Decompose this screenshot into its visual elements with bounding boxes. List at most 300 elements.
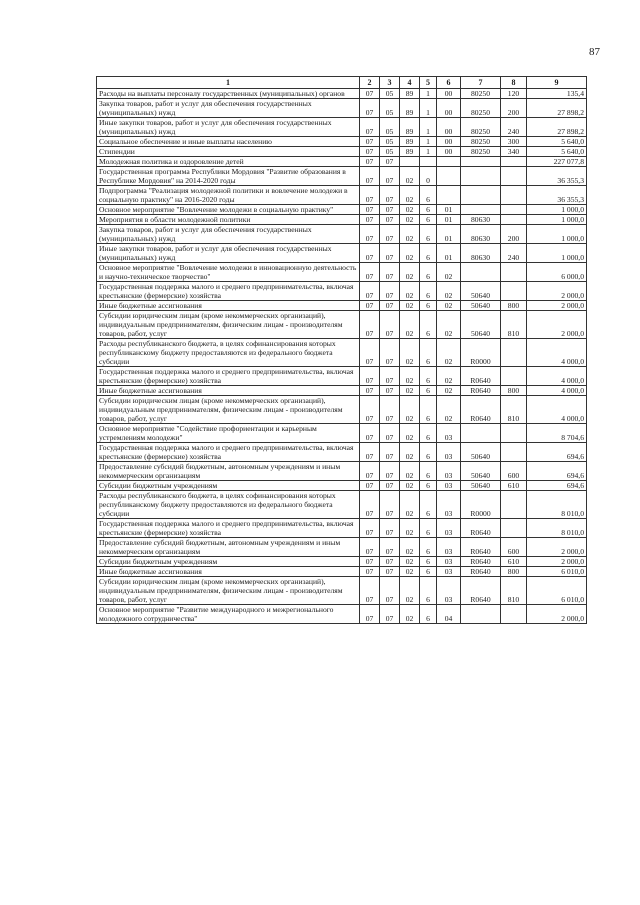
event-code-cell: 00 [437,99,461,118]
direction-code-cell: R0000 [461,339,501,367]
row-name-cell: Основное мероприятие "Содействие профориентации и карьерным устремлениям молодежи" [97,424,360,443]
table-row [97,605,587,624]
amount-cell: 6 010,0 [527,577,587,605]
subsection-code-cell: 07 [380,519,400,538]
page-number: 87 [589,46,600,58]
section-code-cell: 07 [360,205,380,215]
program-code-cell: 02 [400,367,420,386]
amount-cell: 227 077,8 [527,157,587,167]
event-code-cell: 03 [437,519,461,538]
program-code-cell: 02 [400,462,420,481]
amount-cell: 36 355,3 [527,186,587,205]
program-code-cell: 02 [400,186,420,205]
direction-code-cell: 80630 [461,225,501,244]
expense-type-code-cell [501,263,527,282]
row-name-cell: Иные бюджетные ассигнования [97,386,360,396]
expense-type-code-cell: 240 [501,118,527,137]
event-code-cell: 01 [437,244,461,263]
row-name-cell: Расходы республиканского бюджета, в целях софинансирования которых республиканскому бюджету предоставляются из федерального бюджета субсидии [97,339,360,367]
program-code-cell: 02 [400,491,420,519]
expense-type-code-cell [501,157,527,167]
amount-cell: 36 355,3 [527,167,587,186]
subprogram-code-cell: 6 [420,577,437,605]
subsection-code-cell: 07 [380,205,400,215]
event-code-cell: 00 [437,118,461,137]
expense-type-code-cell: 610 [501,481,527,491]
subsection-code-cell: 07 [380,339,400,367]
subsection-code-cell: 05 [380,118,400,137]
expense-type-code-cell: 120 [501,89,527,99]
event-code-cell: 03 [437,557,461,567]
amount-cell: 135,4 [527,89,587,99]
row-name-cell: Расходы на выплаты персоналу государственных (муниципальных) органов [97,89,360,99]
expense-type-code-cell: 810 [501,311,527,339]
direction-code-cell: 80630 [461,244,501,263]
expense-type-code-cell [501,186,527,205]
table-row [97,538,587,557]
subprogram-code-cell [420,157,437,167]
amount-cell: 5 640,0 [527,147,587,157]
expense-type-code-cell [501,367,527,386]
amount-cell: 2 000,0 [527,311,587,339]
row-name-cell: Мероприятия в области молодежной политики [97,215,360,225]
table-row [97,386,587,396]
event-code-cell [437,167,461,186]
row-name-cell: Молодежная политика и оздоровление детей [97,157,360,167]
program-code-cell: 02 [400,339,420,367]
expense-type-code-cell [501,491,527,519]
event-code-cell: 03 [437,443,461,462]
event-code-cell: 02 [437,263,461,282]
program-code-cell: 02 [400,167,420,186]
subprogram-code-cell: 6 [420,205,437,215]
direction-code-cell [461,167,501,186]
program-code-cell: 02 [400,225,420,244]
table-row [97,396,587,424]
event-code-cell: 02 [437,282,461,301]
subprogram-code-cell: 6 [420,462,437,481]
direction-code-cell: 80250 [461,137,501,147]
subsection-code-cell: 07 [380,481,400,491]
row-name-cell: Предоставление субсидий бюджетным, автономным учреждениям и иным некоммерческим организациям [97,538,360,557]
expense-type-code-cell: 800 [501,386,527,396]
expense-type-code-cell: 610 [501,557,527,567]
row-name-cell: Основное мероприятие "Развитие международного и межрегионального молодежного сотрудничества" [97,605,360,624]
row-name-cell: Иные закупки товаров, работ и услуг для обеспечения государственных (муниципальных) нужд [97,118,360,137]
section-code-cell: 07 [360,89,380,99]
direction-code-cell [461,205,501,215]
direction-code-cell: R0000 [461,491,501,519]
subsection-code-cell: 07 [380,301,400,311]
subprogram-code-cell: 6 [420,386,437,396]
header-cell: 1 [97,77,360,89]
subprogram-code-cell: 6 [420,538,437,557]
event-code-cell: 03 [437,462,461,481]
subsection-code-cell: 07 [380,557,400,567]
subsection-code-cell: 07 [380,282,400,301]
section-code-cell: 07 [360,424,380,443]
row-name-cell: Иные бюджетные ассигнования [97,567,360,577]
program-code-cell: 89 [400,137,420,147]
row-name-cell: Иные бюджетные ассигнования [97,301,360,311]
subprogram-code-cell: 6 [420,311,437,339]
expense-type-code-cell: 800 [501,567,527,577]
amount-cell: 2 000,0 [527,301,587,311]
program-code-cell: 02 [400,244,420,263]
table-row [97,186,587,205]
direction-code-cell: 80250 [461,99,501,118]
program-code-cell: 89 [400,118,420,137]
table-row [97,443,587,462]
section-code-cell: 07 [360,491,380,519]
subsection-code-cell: 07 [380,605,400,624]
section-code-cell: 07 [360,396,380,424]
amount-cell: 694,6 [527,443,587,462]
event-code-cell: 03 [437,424,461,443]
section-code-cell: 07 [360,137,380,147]
subsection-code-cell: 07 [380,367,400,386]
event-code-cell [437,157,461,167]
event-code-cell: 01 [437,225,461,244]
section-code-cell: 07 [360,147,380,157]
direction-code-cell: R0640 [461,557,501,567]
program-code-cell [400,157,420,167]
row-name-cell: Государственная поддержка малого и среднего предпринимательства, включая крестьянские (фермерские) хозяйства [97,519,360,538]
direction-code-cell: 50640 [461,301,501,311]
program-code-cell: 02 [400,205,420,215]
direction-code-cell [461,424,501,443]
event-code-cell: 00 [437,89,461,99]
amount-cell: 1 000,0 [527,215,587,225]
table-row [97,301,587,311]
direction-code-cell: 50640 [461,462,501,481]
direction-code-cell: R0640 [461,519,501,538]
event-code-cell: 02 [437,367,461,386]
subsection-code-cell: 07 [380,462,400,481]
subprogram-code-cell: 6 [420,263,437,282]
section-code-cell: 07 [360,263,380,282]
amount-cell: 5 640,0 [527,137,587,147]
table-row [97,557,587,567]
amount-cell: 8 704,6 [527,424,587,443]
event-code-cell: 02 [437,339,461,367]
table-row [97,424,587,443]
section-code-cell: 07 [360,605,380,624]
table-row [97,519,587,538]
row-name-cell: Социальное обеспечение и иные выплаты населению [97,137,360,147]
table-row [97,118,587,137]
row-name-cell: Субсидии юридическим лицам (кроме некоммерческих организаций), индивидуальным предпринимателям, физическим лицам - производителям товаров, работ, услуг [97,311,360,339]
subprogram-code-cell: 1 [420,147,437,157]
direction-code-cell: 50640 [461,311,501,339]
program-code-cell: 02 [400,396,420,424]
table-row [97,244,587,263]
subsection-code-cell: 07 [380,167,400,186]
section-code-cell: 07 [360,301,380,311]
direction-code-cell: R0640 [461,386,501,396]
section-code-cell: 07 [360,538,380,557]
subsection-code-cell: 07 [380,157,400,167]
subsection-code-cell: 05 [380,99,400,118]
direction-code-cell: 50640 [461,481,501,491]
table-row [97,577,587,605]
section-code-cell: 07 [360,339,380,367]
program-code-cell: 02 [400,538,420,557]
program-code-cell: 02 [400,605,420,624]
row-name-cell: Подпрограмма "Реализация молодежной политики и вовлечение молодежи в социальную практику" на 2016-2020 годы [97,186,360,205]
section-code-cell: 07 [360,519,380,538]
section-code-cell: 07 [360,225,380,244]
expense-type-code-cell: 600 [501,538,527,557]
section-code-cell: 07 [360,118,380,137]
amount-cell: 4 000,0 [527,367,587,386]
subprogram-code-cell: 6 [420,443,437,462]
subprogram-code-cell: 6 [420,605,437,624]
header-cell: 2 [360,77,380,89]
amount-cell: 4 000,0 [527,339,587,367]
event-code-cell: 00 [437,137,461,147]
amount-cell: 1 000,0 [527,244,587,263]
amount-cell: 27 898,2 [527,99,587,118]
expense-type-code-cell [501,215,527,225]
amount-cell: 2 000,0 [527,557,587,567]
row-name-cell: Закупка товаров, работ и услуг для обеспечения государственных (муниципальных) нужд [97,225,360,244]
subprogram-code-cell: 6 [420,557,437,567]
table-row [97,481,587,491]
program-code-cell: 89 [400,89,420,99]
subsection-code-cell: 07 [380,491,400,519]
event-code-cell: 02 [437,386,461,396]
subsection-code-cell: 07 [380,263,400,282]
row-name-cell: Государственная поддержка малого и среднего предпринимательства, включая крестьянские (фермерские) хозяйства [97,282,360,301]
table-row [97,137,587,147]
table-row [97,99,587,118]
row-name-cell: Государственная программа Республики Мордовия "Развитие образования в Республике Мордовия" на 2014-2020 годы [97,167,360,186]
table-row [97,205,587,215]
section-code-cell: 07 [360,367,380,386]
event-code-cell: 01 [437,205,461,215]
row-name-cell: Основное мероприятие "Вовлечение молодежи в инновационную деятельность и научно-техническое творчество" [97,263,360,282]
program-code-cell: 02 [400,519,420,538]
table-row [97,263,587,282]
event-code-cell: 04 [437,605,461,624]
subsection-code-cell: 07 [380,215,400,225]
expense-type-code-cell: 810 [501,396,527,424]
expense-type-code-cell: 340 [501,147,527,157]
table-row [97,491,587,519]
subprogram-code-cell: 1 [420,118,437,137]
expense-type-code-cell: 240 [501,244,527,263]
event-code-cell: 03 [437,567,461,577]
table-row [97,225,587,244]
direction-code-cell: 80630 [461,215,501,225]
table-row [97,367,587,386]
expense-type-code-cell: 800 [501,301,527,311]
expense-type-code-cell [501,282,527,301]
subsection-code-cell: 07 [380,424,400,443]
row-name-cell: Предоставление субсидий бюджетным, автономным учреждениям и иным некоммерческим организациям [97,462,360,481]
table-row [97,462,587,481]
expense-type-code-cell: 600 [501,462,527,481]
program-code-cell: 89 [400,147,420,157]
program-code-cell: 02 [400,263,420,282]
subsection-code-cell: 07 [380,567,400,577]
direction-code-cell: 80250 [461,147,501,157]
table-row [97,567,587,577]
direction-code-cell: 80250 [461,118,501,137]
direction-code-cell: R0640 [461,567,501,577]
subsection-code-cell: 07 [380,538,400,557]
subprogram-code-cell: 1 [420,99,437,118]
amount-cell: 4 000,0 [527,386,587,396]
expense-type-code-cell: 810 [501,577,527,605]
table-row [97,339,587,367]
event-code-cell: 03 [437,481,461,491]
budget-table [96,76,587,624]
direction-code-cell: R0640 [461,396,501,424]
program-code-cell: 02 [400,215,420,225]
subprogram-code-cell: 6 [420,282,437,301]
subsection-code-cell: 05 [380,89,400,99]
event-code-cell: 01 [437,215,461,225]
event-code-cell [437,186,461,205]
amount-cell: 4 000,0 [527,396,587,424]
section-code-cell: 07 [360,244,380,263]
section-code-cell: 07 [360,215,380,225]
event-code-cell: 03 [437,491,461,519]
row-name-cell: Субсидии юридическим лицам (кроме некоммерческих организаций), индивидуальным предпринимателям, физическим лицам - производителям товаров, работ, услуг [97,396,360,424]
row-name-cell: Иные закупки товаров, работ и услуг для обеспечения государственных (муниципальных) нужд [97,244,360,263]
direction-code-cell [461,157,501,167]
program-code-cell: 02 [400,311,420,339]
expense-type-code-cell: 300 [501,137,527,147]
row-name-cell: Субсидии бюджетным учреждениям [97,481,360,491]
subprogram-code-cell: 1 [420,137,437,147]
row-name-cell: Субсидии бюджетным учреждениям [97,557,360,567]
section-code-cell: 07 [360,311,380,339]
section-code-cell: 07 [360,557,380,567]
program-code-cell: 02 [400,567,420,577]
direction-code-cell: 50640 [461,443,501,462]
subprogram-code-cell: 6 [420,244,437,263]
direction-code-cell [461,186,501,205]
section-code-cell: 07 [360,577,380,605]
subsection-code-cell: 07 [380,396,400,424]
expense-type-code-cell: 200 [501,99,527,118]
table-row [97,167,587,186]
event-code-cell: 02 [437,396,461,424]
subsection-code-cell: 05 [380,137,400,147]
subprogram-code-cell: 6 [420,481,437,491]
subprogram-code-cell: 6 [420,567,437,577]
expense-type-code-cell [501,167,527,186]
section-code-cell: 07 [360,99,380,118]
amount-cell: 2 000,0 [527,538,587,557]
table-row [97,157,587,167]
program-code-cell: 02 [400,443,420,462]
direction-code-cell [461,605,501,624]
table-row [97,147,587,157]
row-name-cell: Государственная поддержка малого и среднего предпринимательства, включая крестьянские (фермерские) хозяйства [97,367,360,386]
header-cell: 6 [437,77,461,89]
amount-cell: 694,6 [527,462,587,481]
subprogram-code-cell: 1 [420,89,437,99]
header-cell: 5 [420,77,437,89]
program-code-cell: 02 [400,386,420,396]
expense-type-code-cell [501,519,527,538]
program-code-cell: 02 [400,301,420,311]
event-code-cell: 00 [437,147,461,157]
subprogram-code-cell: 6 [420,396,437,424]
section-code-cell: 07 [360,167,380,186]
subprogram-code-cell: 6 [420,186,437,205]
section-code-cell: 07 [360,157,380,167]
expense-type-code-cell [501,443,527,462]
event-code-cell: 02 [437,301,461,311]
header-cell: 4 [400,77,420,89]
table-row [97,215,587,225]
direction-code-cell: 80250 [461,89,501,99]
event-code-cell: 02 [437,311,461,339]
subprogram-code-cell: 6 [420,225,437,244]
table-row [97,311,587,339]
section-code-cell: 07 [360,481,380,491]
subprogram-code-cell: 6 [420,491,437,519]
header-cell: 3 [380,77,400,89]
header-cell: 8 [501,77,527,89]
program-code-cell: 02 [400,557,420,567]
subprogram-code-cell: 6 [420,424,437,443]
row-name-cell: Субсидии юридическим лицам (кроме некоммерческих организаций), индивидуальным предпринимателям, физическим лицам - производителям товаров, работ, услуг [97,577,360,605]
amount-cell: 27 898,2 [527,118,587,137]
row-name-cell: Государственная поддержка малого и среднего предпринимательства, включая крестьянские (фермерские) хозяйства [97,443,360,462]
section-code-cell: 07 [360,567,380,577]
row-name-cell: Основное мероприятие "Вовлечение молодежи в социальную практику" [97,205,360,215]
direction-code-cell: R0640 [461,538,501,557]
expense-type-code-cell [501,205,527,215]
subprogram-code-cell: 6 [420,519,437,538]
subprogram-code-cell: 6 [420,301,437,311]
amount-cell: 2 000,0 [527,282,587,301]
program-code-cell: 02 [400,424,420,443]
header-row [97,77,587,89]
expense-type-code-cell [501,424,527,443]
program-code-cell: 89 [400,99,420,118]
amount-cell: 6 000,0 [527,263,587,282]
amount-cell: 1 000,0 [527,205,587,215]
amount-cell: 1 000,0 [527,225,587,244]
subsection-code-cell: 07 [380,311,400,339]
direction-code-cell: 50640 [461,282,501,301]
subsection-code-cell: 05 [380,147,400,157]
section-code-cell: 07 [360,186,380,205]
header-cell: 7 [461,77,501,89]
expense-type-code-cell: 200 [501,225,527,244]
amount-cell: 694,6 [527,481,587,491]
expense-type-code-cell [501,339,527,367]
event-code-cell: 03 [437,577,461,605]
table-row [97,89,587,99]
event-code-cell: 03 [437,538,461,557]
program-code-cell: 02 [400,282,420,301]
table-row [97,282,587,301]
row-name-cell: Закупка товаров, работ и услуг для обеспечения государственных (муниципальных) нужд [97,99,360,118]
subsection-code-cell: 07 [380,386,400,396]
subsection-code-cell: 07 [380,244,400,263]
direction-code-cell [461,263,501,282]
direction-code-cell: R0640 [461,577,501,605]
row-name-cell: Стипендии [97,147,360,157]
